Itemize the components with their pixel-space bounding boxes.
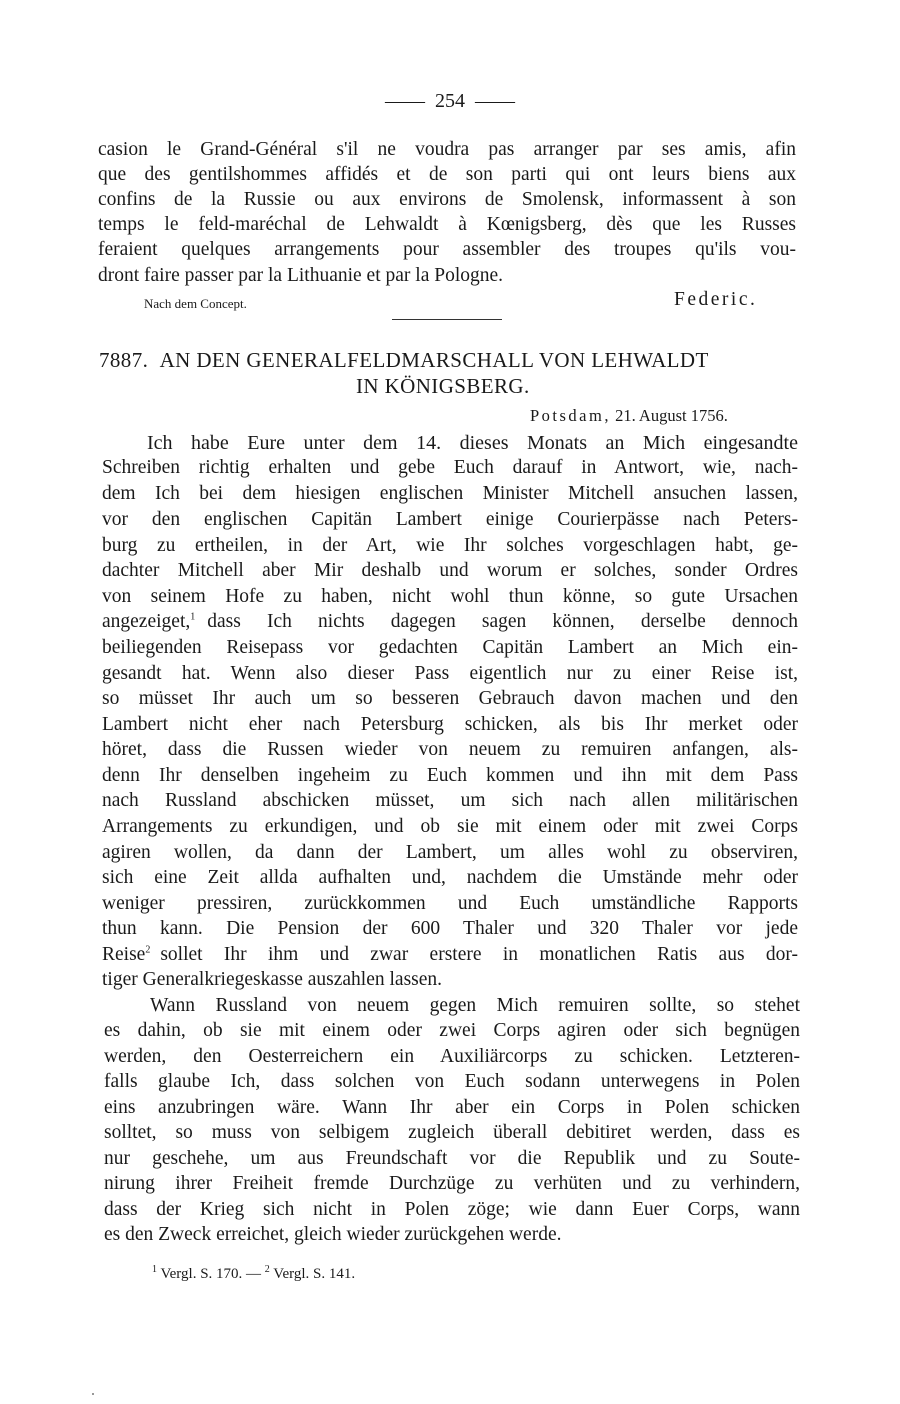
place-date (530, 403, 728, 429)
text-line: burg zu ertheilen, in der Art, wie Ihr solches vorgeschlagen habt, ge- (102, 535, 798, 556)
footnote-mark: 1 (152, 1264, 157, 1275)
letter-place: Potsdam, (530, 406, 611, 425)
text-line: denn Ihr denselben ingeheim zu Euch kommen und ihn mit dem Pass (102, 765, 798, 786)
page-number: 254 (435, 90, 465, 112)
footnotes (152, 1266, 355, 1283)
footnote-mark: 2 (264, 1264, 270, 1275)
text-segment: angezeiget, (102, 611, 191, 632)
text-line: confins de la Russie ou aux environs de Smolensk, informassent à son (98, 189, 796, 210)
section-divider (392, 319, 502, 320)
page-header (0, 90, 900, 113)
letter-title-line2: IN KÖNIGSBERG. (356, 374, 530, 398)
text-segment: Reise (102, 944, 146, 965)
text-line: höret, dass die Russen wieder von neuem zu remuiren anfangen, als- (102, 739, 798, 760)
text-line: es den Zweck erreichet, gleich wieder zurückgehen werde. (104, 1224, 562, 1245)
text-line: Wann Russland von neuem gegen Mich remuiren sollte, so stehet (150, 995, 800, 1016)
footnote-separator: — (246, 1266, 262, 1282)
text-line: vor den englischen Capitän Lambert einige Courierpässe nach Peters- (102, 509, 798, 530)
text-line: thun kann. Die Pension der 600 Thaler und 320 Thaler vor jede (102, 918, 798, 939)
letter-date: 21. August 1756. (615, 406, 728, 425)
text-line (102, 609, 798, 635)
text-line: que des gentilshommes affidés et de son parti qui ont leurs biens aux (98, 164, 796, 185)
text-line: weniger pressiren, zurückkommen und Euch umständliche Rapports (102, 893, 798, 914)
text-line: so müsset Ihr auch um so besseren Gebrauch davon machen und den (102, 688, 798, 709)
text-line: dass der Krieg sich nicht in Polen zöge; wie dann Euer Corps, wann (104, 1199, 800, 1220)
page-number-dash-left: —— (385, 90, 425, 112)
text-line: nirung ihrer Freiheit fremde Durchzüge zu verhüten und zu verhindern, (104, 1173, 800, 1194)
text-line: Ich habe Eure unter dem 14. dieses Monats an Mich eingesandte (147, 432, 798, 454)
text-line: dem Ich bei dem hiesigen englischen Minister Mitchell ansuchen lassen, (102, 483, 798, 504)
text-segment: sollet Ihr ihm und zwar erstere in monatlichen Ratis aus dor- (160, 944, 798, 965)
letter-number: 7887. (99, 348, 149, 372)
footnote-text-2: Vergl. S. 141. (273, 1266, 356, 1282)
text-line: beiliegenden Reisepass vor gedachten Capitän Lambert an Mich ein- (102, 637, 798, 658)
footnote-mark: 1 (190, 611, 196, 623)
text-segment: dass Ich nichts dagegen sagen können, derselbe dennoch (207, 611, 798, 632)
text-line: eins anzubringen wäre. Wann Ihr aber ein Corps in Polen schicken (104, 1097, 800, 1118)
signature: Federic. (674, 289, 758, 310)
source-note: Nach dem Concept. (144, 296, 247, 311)
text-line: sich eine Zeit allda aufhalten und, nachdem die Umstände mehr oder (102, 867, 798, 888)
text-line: feraient quelques arrangements pour assembler des troupes qu'ils vou- (98, 239, 796, 260)
text-line: solltet, so muss von selbigem zugleich überall debitiret werden, dass es (104, 1122, 800, 1143)
text-line: tiger Generalkriegeskasse auszahlen lassen. (102, 969, 443, 990)
footnote-mark: 2 (145, 944, 151, 956)
scan-speck (92, 1393, 94, 1395)
text-line: Lambert nicht eher nach Petersburg schicken, als bis Ihr merket oder (102, 714, 798, 735)
text-line: werden, den Oesterreichern ein Auxiliärcorps zu schicken. Letzteren- (104, 1046, 800, 1067)
text-line: nur geschehe, um aus Freundschaft vor die Republik und zu Soute- (104, 1148, 800, 1169)
text-line: nach Russland abschicken müsset, um sich nach allen militärischen (102, 790, 798, 811)
text-line: von seinem Hofe zu haben, nicht wohl thun könne, so gute Ursachen (102, 586, 798, 607)
text-line: es dahin, ob sie mit einem oder zwei Corps agiren oder sich begnügen (104, 1020, 800, 1041)
text-line: temps le feld-maréchal de Lehwaldt à Kœnigsberg, dès que les Russes (98, 214, 796, 235)
text-line (102, 942, 798, 968)
text-line: agiren wollen, da dann der Lambert, um alles wohl zu observiren, (102, 842, 798, 863)
text-line: dront faire passer par la Lithuanie et par la Pologne. (98, 265, 504, 286)
page-number-dash-right: —— (475, 90, 515, 112)
text-line: casion le Grand-Général s'il ne voudra pas arranger par ses amis, afin (98, 139, 796, 160)
text-line: dachter Mitchell aber Mir deshalb und worum er solches, sonder Ordres (102, 560, 798, 581)
text-line: gesandt hat. Wenn also dieser Pass eigentlich nur zu einer Reise ist, (102, 663, 798, 684)
letter-title-line1: AN DEN GENERALFELDMARSCHALL VON LEHWALDT (159, 348, 709, 372)
text-line: Arrangements zu erkundigen, und ob sie mit einem oder mit zwei Corps (102, 816, 798, 837)
footnote-text-1: Vergl. S. 170. (160, 1266, 243, 1282)
text-line: falls glaube Ich, dass solchen von Euch sodann unterwegens in Polen (104, 1071, 800, 1092)
text-line: Schreiben richtig erhalten und gebe Euch darauf in Antwort, wie, nach- (102, 457, 798, 478)
